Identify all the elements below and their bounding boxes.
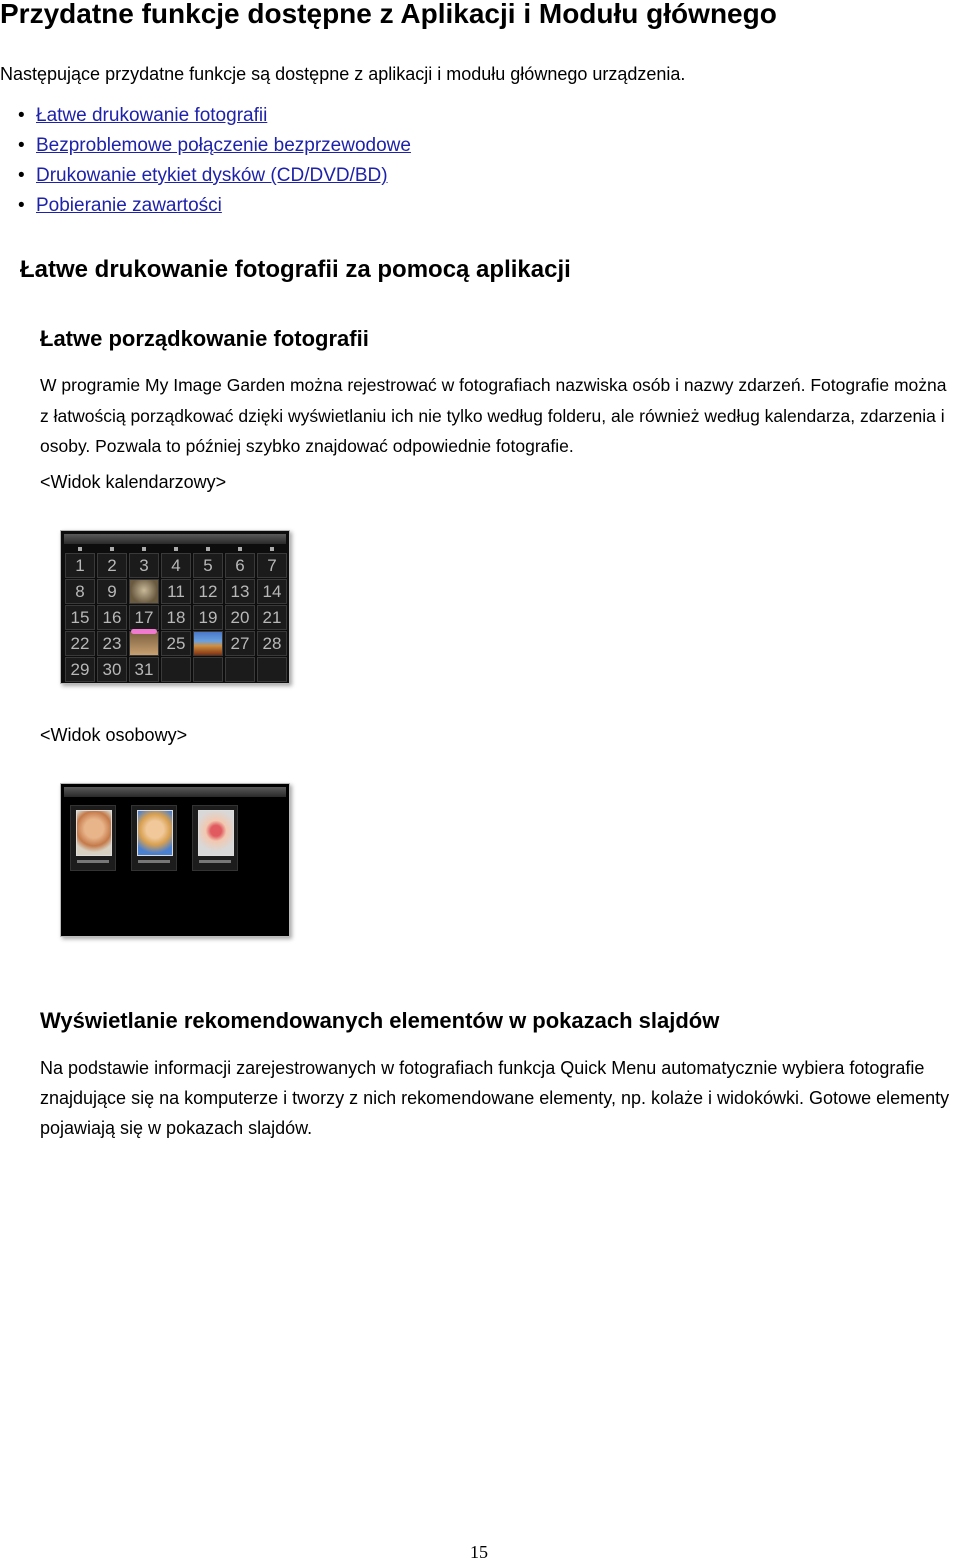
- calendar-day[interactable]: 2: [97, 553, 127, 578]
- link-download-content[interactable]: Pobieranie zawartości: [36, 195, 222, 216]
- event-tag: [131, 629, 157, 634]
- calendar-day[interactable]: 14: [257, 579, 287, 604]
- subsection-heading-slideshow: Wyświetlanie rekomendowanych elementów w pokazach slajdów: [40, 1008, 720, 1033]
- person-card: [131, 805, 177, 871]
- calendar-day[interactable]: 27: [225, 631, 255, 656]
- bullet-icon: •: [18, 195, 25, 216]
- person-photo: [198, 810, 234, 856]
- calendar-empty-cell: [161, 657, 191, 682]
- day-marker: [270, 547, 274, 551]
- calendar-day[interactable]: 20: [225, 605, 255, 630]
- person-view-image: [60, 783, 290, 937]
- feature-links-list: [18, 104, 411, 224]
- calendar-day[interactable]: 12: [193, 579, 223, 604]
- section-heading: Łatwe drukowanie fotografii za pomocą aplikacji: [20, 256, 571, 283]
- intro-text: Następujące przydatne funkcje są dostępne z aplikacji i modułu głównego urządzenia.: [0, 64, 686, 84]
- calendar-day[interactable]: 30: [97, 657, 127, 682]
- list-item: [18, 194, 411, 224]
- subsection-heading-organizing: Łatwe porządkowanie fotografii: [40, 326, 369, 351]
- day-marker: [110, 547, 114, 551]
- calendar-day[interactable]: 18: [161, 605, 191, 630]
- calendar-day[interactable]: 4: [161, 553, 191, 578]
- calendar-day[interactable]: 16: [97, 605, 127, 630]
- person-card: [192, 805, 238, 871]
- calendar-day[interactable]: 13: [225, 579, 255, 604]
- calendar-toolbar: [64, 534, 286, 544]
- calendar-day[interactable]: [129, 579, 159, 604]
- person-name-bar: [199, 860, 231, 863]
- slideshow-paragraph: Na podstawie informacji zarejestrowanych w fotografiach funkcja Quick Menu automatycznie wybiera fotografie znajdujące się na komputerze i tworzy z nich rekomendowane elementy, np. kolaże i widokówki. Gotowe elementy pojawiają się w pokazach slajdów.: [40, 1058, 950, 1138]
- person-photo: [137, 810, 173, 856]
- day-marker: [142, 547, 146, 551]
- calendar-day[interactable]: [129, 631, 159, 656]
- calendar-day[interactable]: 22: [65, 631, 95, 656]
- person-photo: [76, 810, 112, 856]
- calendar-empty-cell: [257, 657, 287, 682]
- calendar-day[interactable]: 25: [161, 631, 191, 656]
- person-name-bar: [138, 860, 170, 863]
- link-easy-photo-printing[interactable]: Łatwe drukowanie fotografii: [36, 105, 268, 126]
- calendar-view-label: <Widok kalendarzowy>: [40, 472, 227, 492]
- calendar-day[interactable]: 3: [129, 553, 159, 578]
- calendar-empty-cell: [193, 657, 223, 682]
- calendar-day[interactable]: [193, 631, 223, 656]
- person-card: [70, 805, 116, 871]
- calendar-day[interactable]: 17: [129, 605, 159, 630]
- organizing-paragraph: W programie My Image Garden można rejestrować w fotografiach nazwiska osób i nazwy zdarzeń. Fotografie można z łatwością porządkować dzięki wyświetlaniu ich nie tylko według folderu, ale również według kalendarza, zdarzenia i osoby. Pozwala to później szybko znajdować odpowiednie fotografie.: [40, 375, 947, 456]
- calendar-day[interactable]: 23: [97, 631, 127, 656]
- day-marker: [206, 547, 210, 551]
- calendar-day[interactable]: 6: [225, 553, 255, 578]
- calendar-day[interactable]: 21: [257, 605, 287, 630]
- calendar-day[interactable]: 19: [193, 605, 223, 630]
- calendar-day[interactable]: 11: [161, 579, 191, 604]
- page-title: Przydatne funkcje dostępne z Aplikacji i Modułu głównego: [0, 0, 777, 29]
- list-item: [18, 134, 411, 164]
- person-view-label: <Widok osobowy>: [40, 725, 188, 745]
- calendar-day[interactable]: 9: [97, 579, 127, 604]
- calendar-day[interactable]: 29: [65, 657, 95, 682]
- page-number: 15: [470, 1542, 488, 1562]
- link-wireless-connection[interactable]: Bezproblemowe połączenie bezprzewodowe: [36, 135, 411, 156]
- person-name-bar: [77, 860, 109, 863]
- bullet-icon: •: [18, 165, 25, 186]
- day-marker: [174, 547, 178, 551]
- calendar-day-markers: [64, 546, 286, 552]
- person-toolbar: [64, 787, 286, 797]
- calendar-view-image: [60, 530, 290, 684]
- calendar-day[interactable]: 28: [257, 631, 287, 656]
- calendar-day[interactable]: 1: [65, 553, 95, 578]
- calendar-day[interactable]: 8: [65, 579, 95, 604]
- calendar-empty-cell: [225, 657, 255, 682]
- day-marker: [238, 547, 242, 551]
- calendar-day[interactable]: 15: [65, 605, 95, 630]
- day-marker: [78, 547, 82, 551]
- calendar-day[interactable]: 31: [129, 657, 159, 682]
- calendar-day[interactable]: 5: [193, 553, 223, 578]
- list-item: [18, 104, 411, 134]
- bullet-icon: •: [18, 135, 25, 156]
- bullet-icon: •: [18, 105, 25, 126]
- link-disc-label-printing[interactable]: Drukowanie etykiet dysków (CD/DVD/BD): [36, 165, 388, 186]
- calendar-day[interactable]: 7: [257, 553, 287, 578]
- list-item: [18, 164, 411, 194]
